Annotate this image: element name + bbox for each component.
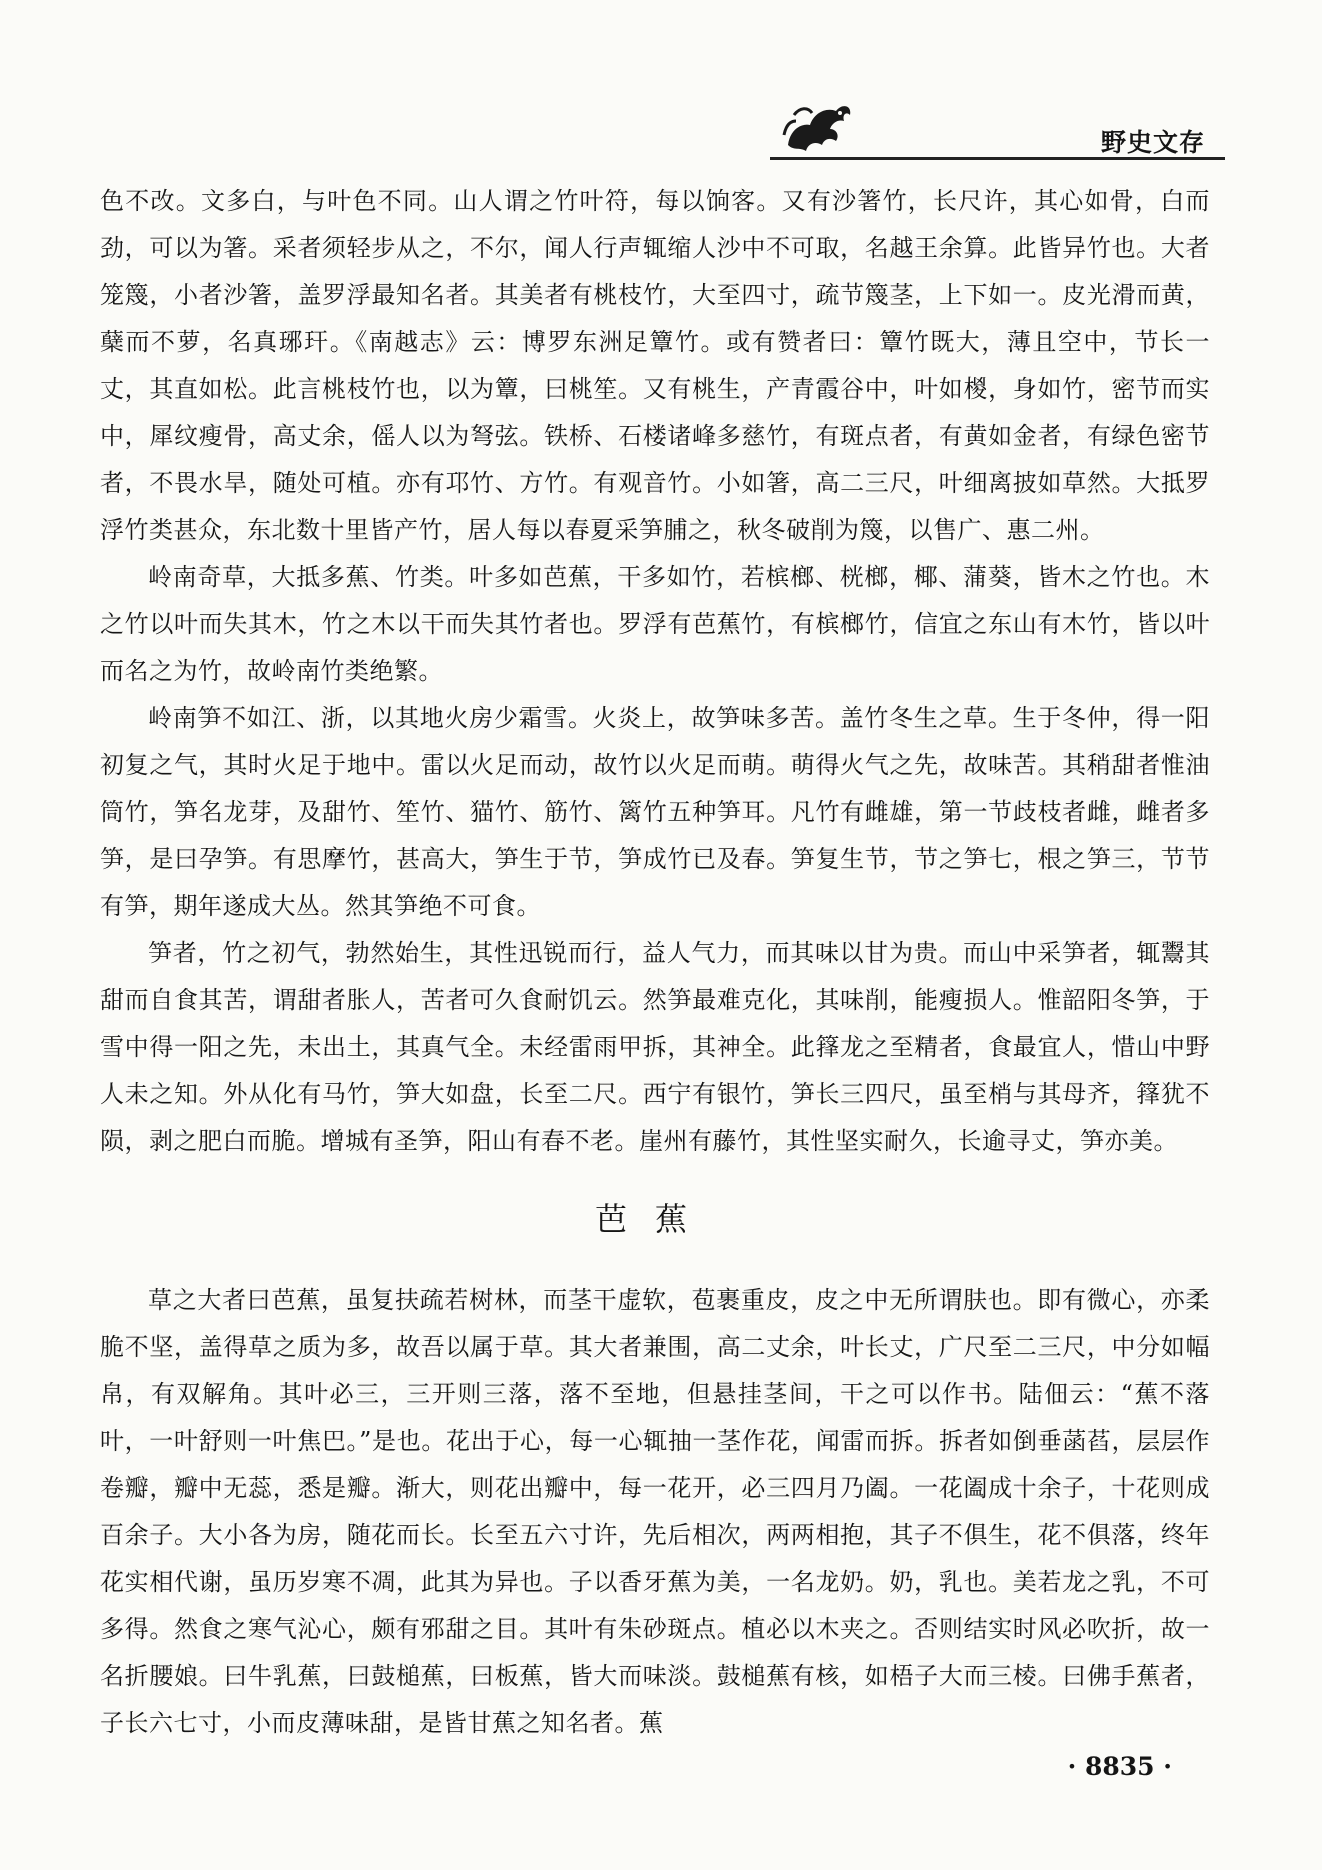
dragon-emblem-icon (780, 95, 858, 161)
paragraph: 色不改。文多白，与叶色不同。山人谓之竹叶符，每以饷客。又有沙箸竹，长尺许，其心如骨，白而劲，可以为箸。采者须轻步从之，不尔，闻人行声辄缩人沙中不可取，名越王余算。此皆异竹也。大者笼篾，小者沙箸，盖罗浮最知名者。其美者有桃枝竹，大至四寸，疏节篾茎，上下如一。皮光滑而黄，蘖而不萝，名真琊玕。《南越志》云：博罗东洲足簟竹。或有赞者曰：簟竹既大，薄且空中，节长一丈，其直如松。此言桃枝竹也，以为簟，曰桃笙。又有桃生，产青霞谷中，叶如椶，身如竹，密节而实中，犀纹瘦骨，高丈余，傜人以为弩弦。铁桥、石楼诸峰多慈竹，有斑点者，有黄如金者，有绿色密节者，不畏水旱，随处可植。亦有邛竹、方竹。有观音竹。小如箸，高二三尺，叶细离披如草然。大抵罗浮竹类甚众，东北数十里皆产竹，居人每以春夏采笋脯之，秋冬破削为篾，以售广、惠二州。 (100, 187, 1210, 544)
paragraph: 笋者，竹之初气，勃然始生，其性迅锐而行，益人气力，而其味以甘为贵。而山中采笋者，辄鬻其甜而自食其苦，谓甜者胀人，苦者可久食耐饥云。然笋最难克化，其味削，能瘦损人。惟韶阳冬笋，于雪中得一阳之先，未出土，其真气全。未经雷雨甲拆，其神全。此箨龙之至精者，食最宜人，惜山中野人未之知。外从化有马竹，笋大如盘，长至二尺。西宁有银竹，笋长三四尺，虽至梢与其母齐，箨犹不陨，剥之肥白而脆。增城有圣笋，阳山有春不老。崖州有藤竹，其性坚实耐久，长逾寻丈，笋亦美。 (100, 939, 1210, 1155)
header-rule (770, 157, 1225, 160)
series-title: 野史文存 (1100, 128, 1205, 157)
section-title: 芭蕉 (594, 1200, 715, 1238)
running-header (770, 95, 1225, 165)
body-text (100, 178, 1210, 1747)
paragraph: 岭南奇草，大抵多蕉、竹类。叶多如芭蕉，干多如竹，若槟榔、桄榔，椰、蒲葵，皆木之竹也。木之竹以叶而失其木，竹之木以干而失其竹者也。罗浮有芭蕉竹，有槟榔竹，信宜之东山有木竹，皆以叶而名之为竹，故岭南竹类绝繁。 (100, 563, 1210, 685)
paragraph: 草之大者曰芭蕉，虽复扶疏若树林，而茎干虚软，苞裹重皮，皮之中无所谓肤也。即有微心，亦柔脆不坚，盖得草之质为多，故吾以属于草。其大者兼围，高二丈余，叶长丈，广尺至二三尺，中分如幅帛，有双解角。其叶必三，三开则三落，落不至地，但悬挂茎间，干之可以作书。陆佃云：“蕉不落叶，一叶舒则一叶焦巴。”是也。花出于心，每一心辄抽一茎作花，闻雷而拆。拆者如倒垂菡萏，层层作卷瓣，瓣中无蕊，悉是瓣。渐大，则花出瓣中，每一花开，必三四月乃阖。一花阖成十余子，十花则成百余子。大小各为房，随花而长。长至五六寸许，先后相次，两两相抱，其子不俱生，花不俱落，终年花实相代谢，虽历岁寒不凋，此其为异也。子以香牙蕉为美，一名龙奶。奶，乳也。美若龙之乳，不可多得。然食之寒气沁心，颇有邪甜之目。其叶有朱砂斑点。植必以木夹之。否则结实时风必吹折，故一名折腰娘。曰牛乳蕉，曰鼓槌蕉，曰板蕉，皆大而味淡。鼓槌蕉有核，如梧子大而三棱。曰佛手蕉者，子长六七寸，小而皮薄味甜，是皆甘蕉之知名者。蕉 (100, 1286, 1210, 1737)
page-number: · 8835 · (1067, 1752, 1172, 1781)
paragraph: 岭南笋不如江、浙，以其地火房少霜雪。火炎上，故笋味多苦。盖竹冬生之草。生于冬仲，得一阳初复之气，其时火足于地中。雷以火足而动，故竹以火足而萌。萌得火气之先，故味苦。其稍甜者惟油筒竹，笋名龙芽，及甜竹、笙竹、猫竹、筋竹、篱竹五种笋耳。凡竹有雌雄，第一节歧枝者雌，雌者多笋，是曰孕笋。有思摩竹，甚高大，笋生于节，笋成竹已及春。笋复生节，节之笋七，根之笋三，节节有笋，期年遂成大丛。然其笋绝不可食。 (100, 704, 1210, 920)
